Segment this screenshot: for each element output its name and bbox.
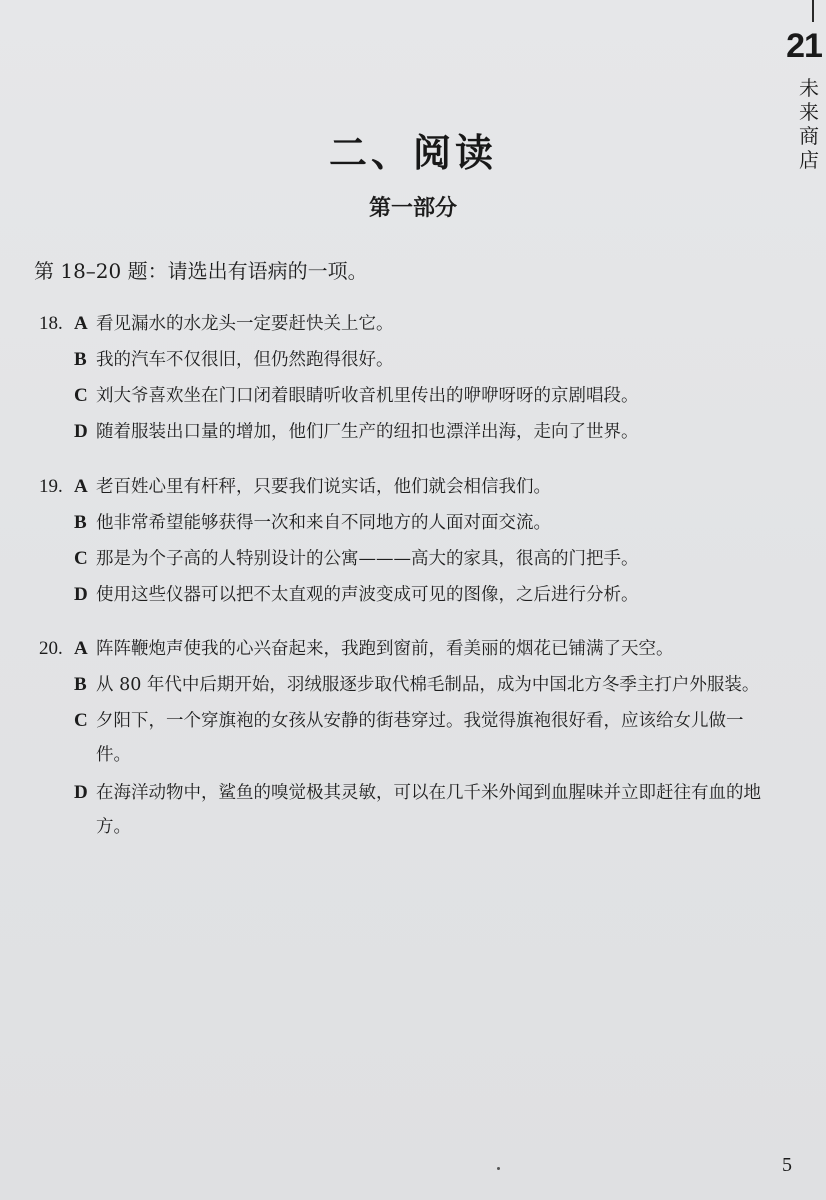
option-text: 在海洋动物中，鲨鱼的嗅觉极其灵敏，可以在几千米外闻到血腥味并立即赶往有血的地方。 <box>96 783 761 837</box>
option-letter: A <box>74 313 88 334</box>
option-text: 他非常希望能够获得一次和来自不同地方的人面对面交流。 <box>96 513 551 533</box>
option-letter: B <box>74 349 87 370</box>
option-letter: C <box>74 385 88 406</box>
option-text: 阵阵鞭炮声使我的心兴奋起来，我跑到窗前，看美丽的烟花已铺满了天空。 <box>96 639 674 659</box>
option-letter: A <box>74 476 88 497</box>
instruction: 第 18–20 题：请选出有语病的一项。 <box>34 259 368 283</box>
page-number: 5 <box>782 1154 792 1176</box>
option-letter: C <box>74 548 88 569</box>
unit-title: 未来商店 <box>799 76 819 172</box>
unit-tab-rule <box>812 0 814 22</box>
unit-number: 21 <box>786 27 822 65</box>
option-letter: C <box>74 710 88 731</box>
option-letter: D <box>74 584 88 605</box>
option-text: 刘大爷喜欢坐在门口闭着眼睛听收音机里传出的咿咿呀呀的京剧唱段。 <box>96 386 639 406</box>
option-letter: A <box>74 638 88 659</box>
option-text: 看见漏水的水龙头一定要赶快关上它。 <box>96 314 394 334</box>
option-text: 夕阳下，一个穿旗袍的女孩从安静的街巷穿过。我觉得旗袍很好看，应该给女儿做一件。 <box>96 711 744 765</box>
option-text: 我的汽车不仅很旧，但仍然跑得很好。 <box>96 350 394 370</box>
section-title: 二、阅读 <box>328 130 497 175</box>
option-text: 随着服装出口量的增加，他们厂生产的纽扣也漂洋出海，走向了世界。 <box>96 422 639 442</box>
option-letter: D <box>74 782 88 803</box>
option-text: 那是为个子高的人特别设计的公寓———高大的家具，很高的门把手。 <box>96 549 639 569</box>
part-title: 第一部分 <box>368 195 457 221</box>
paper-speck <box>497 1167 500 1170</box>
question-number: 20. <box>39 638 63 659</box>
option-text: 使用这些仪器可以把不太直观的声波变成可见的图像，之后进行分析。 <box>96 585 639 605</box>
option-letter: B <box>74 512 87 533</box>
option-text: 从 80 年代中后期开始，羽绒服逐步取代棉毛制品，成为中国北方冬季主打户外服装。 <box>96 675 760 695</box>
question-number: 18. <box>39 313 63 334</box>
option-text: 老百姓心里有杆秤，只要我们说实话，他们就会相信我们。 <box>96 477 551 497</box>
option-letter: D <box>74 421 88 442</box>
option-letter: B <box>74 674 87 695</box>
question-number: 19. <box>39 476 63 497</box>
